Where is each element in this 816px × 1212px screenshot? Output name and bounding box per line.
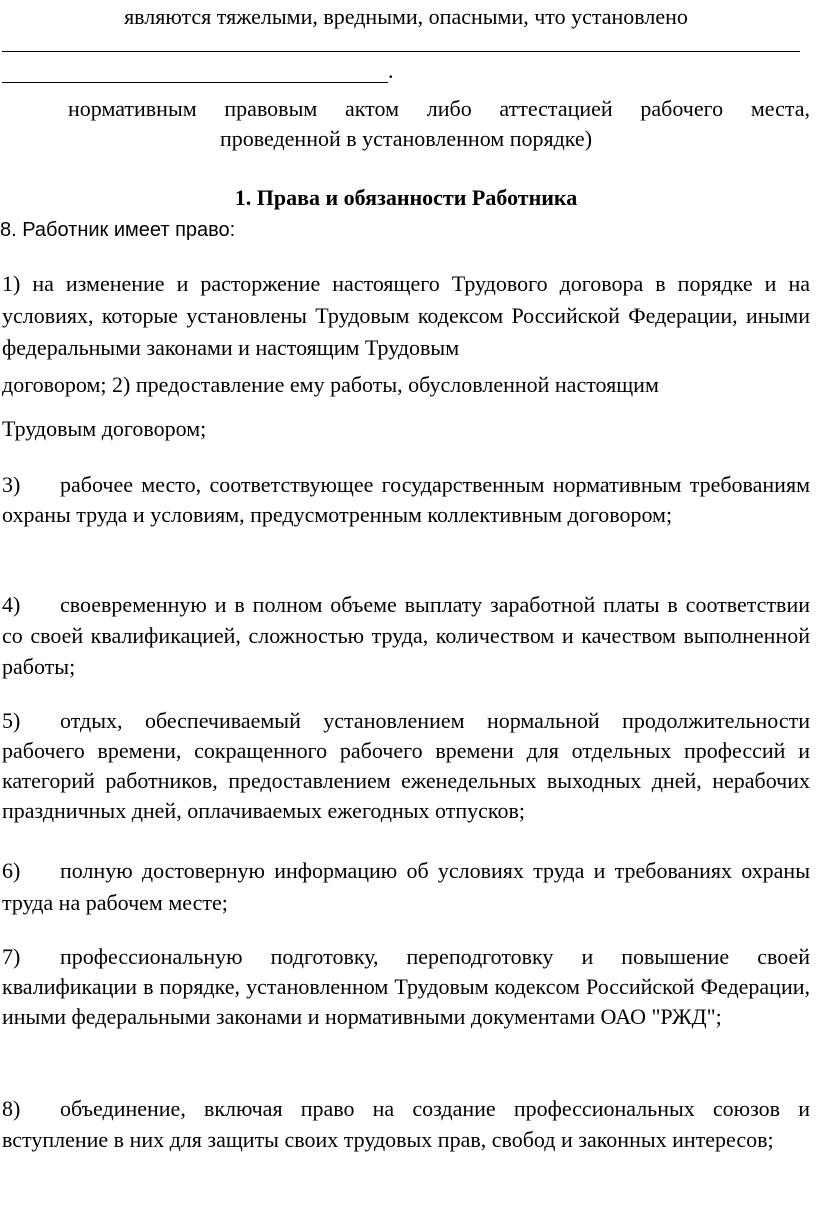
blank-underline-2 — [2, 82, 388, 83]
item-number: 8) — [2, 1096, 21, 1121]
item-8 — [2, 1093, 810, 1155]
blank-period: . — [388, 58, 394, 83]
item-4 — [2, 589, 810, 682]
item-number: 7) — [2, 944, 21, 969]
item-text: рабочее место, соответствующее государственным нормативным требованиям охраны труда и условиям, предусмотренным коллективным договором; — [2, 472, 810, 527]
item-text: отдых, обеспечиваемый установлением нормальной продолжительности рабочего времени, сокращенного рабочего времени для отдельных профессий и категорий работников, предоставлением еженедельных выходных дней, нерабочих праздничных дней, оплачиваемых ежегодных отпусков; — [2, 708, 810, 823]
item-text: полную достоверную информацию об условиях труда и требованиях охраны труда на рабочем месте; — [2, 858, 810, 915]
item-1-continuation: договором; 2) предоставление ему работы, обусловленной настоящим — [2, 372, 659, 397]
item-6 — [2, 855, 810, 919]
item-5 — [2, 706, 810, 826]
section-title: 1. Права и обязанности Работника — [234, 185, 578, 210]
note-line-1: нормативным правовым актом либо аттестацией рабочего места, — [68, 96, 810, 121]
item-2-continuation: Трудовым договором; — [2, 416, 207, 441]
item-text: своевременную и в полном объеме выплату заработной платы в соответствии со своей квалификацией, сложностью труда, количеством и качеством выполненной работы; — [2, 592, 810, 679]
item-number: 5) — [2, 708, 21, 733]
item-number: 6) — [2, 858, 21, 883]
item-3 — [2, 470, 810, 530]
item-number: 3) — [2, 472, 21, 497]
item-text: профессиональную подготовку, переподготовку и повышение своей квалификации в порядке, установленном Трудовым кодексом Российской Федерации, иными федеральными законами и нормативными документами ОАО "РЖД"; — [2, 944, 810, 1029]
blank-underline-1 — [2, 51, 800, 52]
top-text-line: являются тяжелыми, вредными, опасными, что установлено — [124, 4, 688, 29]
item-number: 4) — [2, 592, 21, 617]
item-1: 1) на изменение и расторжение настоящего Трудового договора в порядке и на условиях, которые установлены Трудовым кодексом Российской Федерации, иными федеральными законами и настоящим Трудовым — [2, 271, 810, 360]
item-text: объединение, включая право на создание профессиональных союзов и вступление в них для защиты своих трудовых прав, свобод и законных интересов; — [2, 1096, 810, 1152]
item-7 — [2, 942, 810, 1032]
note-line-2: проведенной в установленном порядке) — [219, 126, 593, 151]
clause-intro: 8. Работник имеет право: — [0, 219, 236, 241]
